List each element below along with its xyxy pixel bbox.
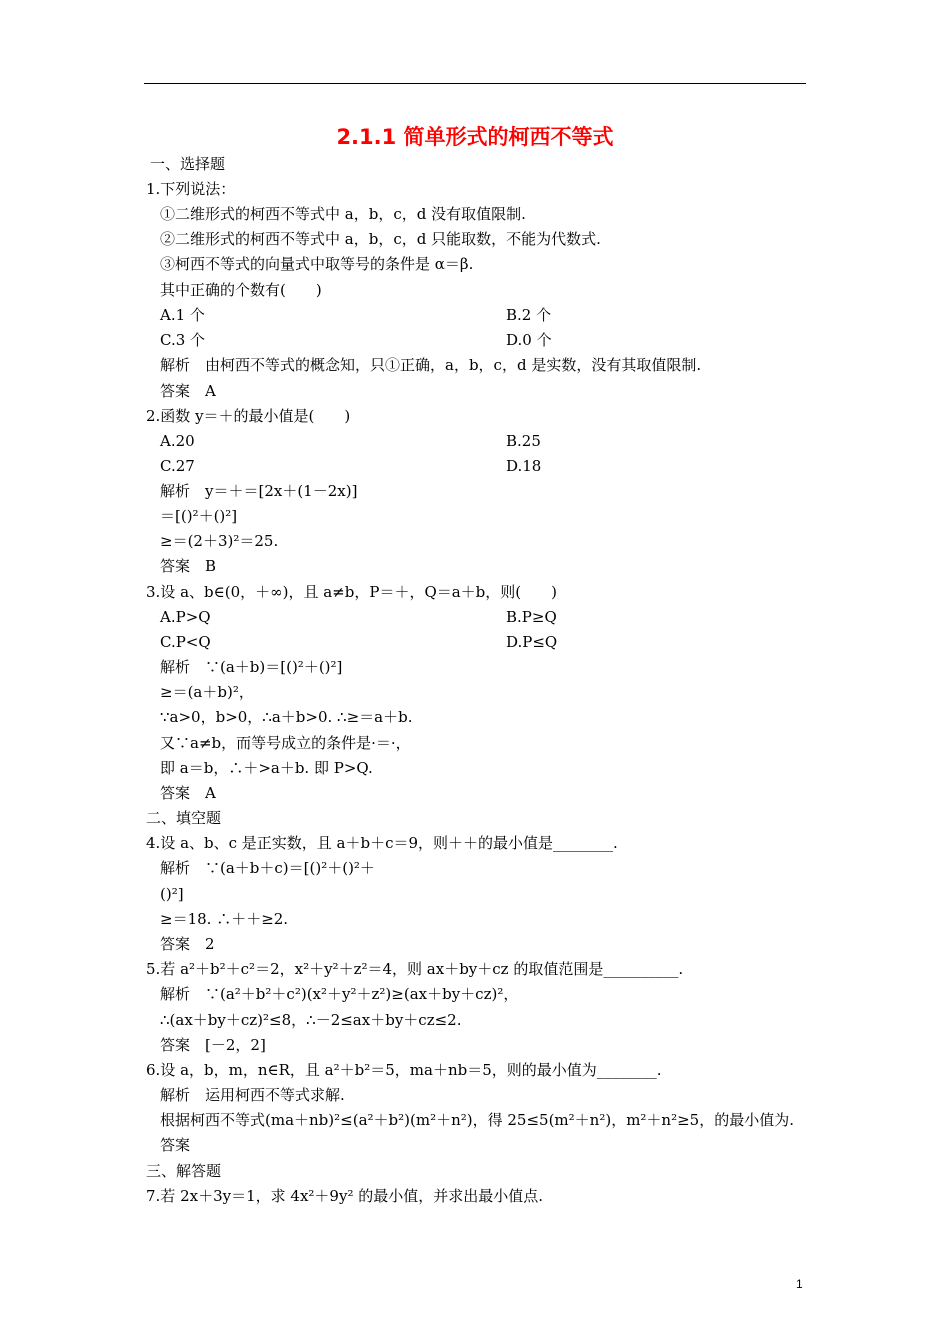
text-line: ＝[()²＋()²] (160, 507, 238, 525)
option-right: D.P≤Q (506, 633, 558, 651)
text-line: C.27 (160, 457, 195, 475)
text-line: 根据柯西不等式(ma＋nb)²≤(a²＋b²)(m²＋n²)，得 25≤5(m²＋n²)，m²＋n²≥5，的最小值为. (160, 1111, 794, 1129)
page-title: 2.1.1 简单形式的柯西不等式 (336, 125, 614, 149)
text-line: ③柯西不等式的向量式中取等号的条件是 α＝β. (160, 255, 474, 273)
text-line: 7.若 2x＋3y＝1，求 4x²＋9y² 的最小值，并求出最小值点. (146, 1187, 543, 1205)
text-line: ②二维形式的柯西不等式中 a，b，c，d 只能取数，不能为代数式. (160, 230, 601, 248)
text-line: 解析 ∵(a＋b＋c)＝[()²＋()²＋ (160, 859, 375, 877)
text-line: ≥＝(2＋3)²＝25. (160, 532, 279, 550)
text-line: ①二维形式的柯西不等式中 a，b，c，d 没有取值限制. (160, 205, 526, 223)
text-line: ≥＝18. ∴＋＋≥2. (160, 910, 289, 928)
text-line: 答案 [－2，2] (160, 1036, 266, 1054)
text-line: 解析 运用柯西不等式求解. (160, 1086, 345, 1104)
text-line: ∴(ax＋by＋cz)²≤8，∴－2≤ax＋by＋cz≤2. (160, 1011, 462, 1029)
text-line: 6.设 a，b，m，n∈R，且 a²＋b²＝5，ma＋nb＝5，则的最小值为________. (146, 1061, 662, 1079)
option-right: B.2 个 (506, 306, 552, 324)
text-line: 答案 (160, 1136, 191, 1154)
option-right: D.0 个 (506, 331, 552, 349)
text-line: ∵a>0，b>0，∴a＋b>0. ∴≥＝a＋b. (160, 708, 413, 726)
text-line: 3.设 a、b∈(0，＋∞)，且 a≠b，P＝＋，Q＝a＋b，则( ) (146, 583, 557, 601)
text-line: 三、解答题 (146, 1162, 222, 1180)
text-line: A.1 个 (160, 306, 205, 324)
text-line: A.20 (160, 432, 195, 450)
page-number: 1 (796, 1277, 803, 1291)
text-line: 答案 2 (160, 935, 215, 953)
text-line: ≥＝(a＋b)²， (160, 683, 254, 701)
text-line: 4.设 a、b、c 是正实数，且 a＋b＋c＝9，则＋＋的最小值是________. (146, 834, 618, 852)
text-line: 解析 ∵(a²＋b²＋c²)(x²＋y²＋z²)≥(ax＋by＋cz)²， (160, 985, 519, 1003)
option-right: B.P≥Q (506, 608, 557, 626)
text-line: ()²] (160, 885, 184, 903)
text-line: 二、填空题 (146, 809, 222, 827)
text-line: 1.下列说法： (146, 180, 236, 198)
header-rule (144, 83, 806, 84)
text-line: 答案 A (160, 784, 216, 802)
text-line: 解析 ∵(a＋b)＝[()²＋()²] (160, 658, 343, 676)
text-line: 答案 B (160, 557, 217, 575)
text-line: 5.若 a²＋b²＋c²＝2，x²＋y²＋z²＝4，则 ax＋by＋cz 的取值范围是__________. (146, 960, 684, 978)
option-right: D.18 (506, 457, 542, 475)
text-line: C.P<Q (160, 633, 211, 651)
text-line: 解析 由柯西不等式的概念知，只①正确，a，b，c，d 是实数，没有其取值限制. (160, 356, 702, 374)
text-line: A.P>Q (160, 608, 211, 626)
text-line: 其中正确的个数有( ) (160, 281, 322, 299)
text-line: 答案 A (160, 382, 216, 400)
text-line: 2.函数 y＝＋的最小值是( ) (146, 407, 351, 425)
text-line: 一、选择题 (150, 155, 226, 173)
text-line: 又∵a≠b，而等号成立的条件是·＝·， (160, 734, 411, 752)
text-line: 解析 y＝＋＝[2x＋(1－2x)] (160, 482, 358, 500)
text-line: C.3 个 (160, 331, 206, 349)
text-line: 即 a＝b，∴＋>a＋b. 即 P>Q. (160, 759, 373, 777)
option-right: B.25 (506, 432, 541, 450)
